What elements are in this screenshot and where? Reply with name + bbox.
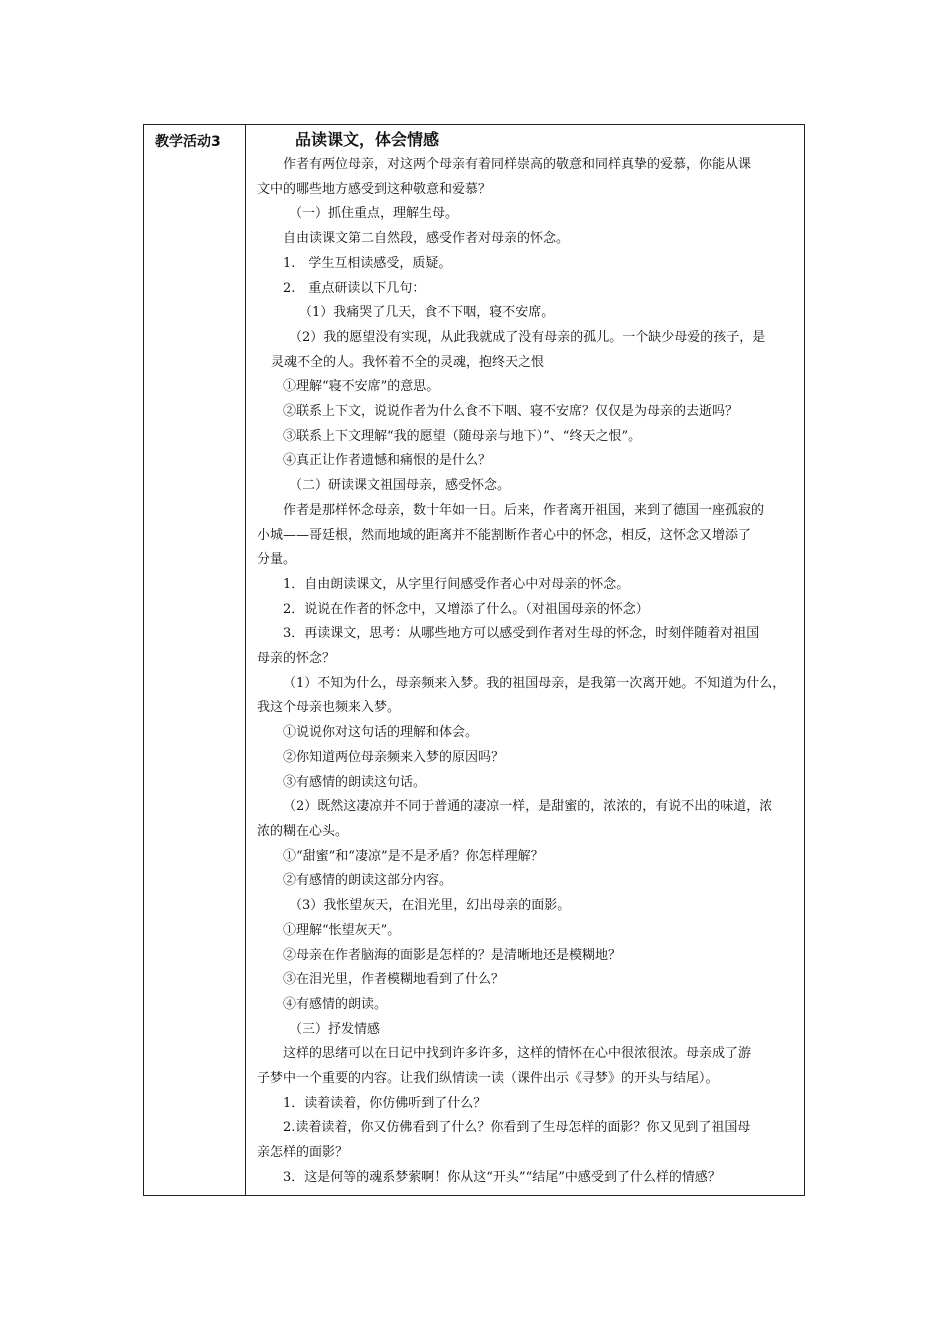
content-line: （2）我的愿望没有实现，从此我就成了没有母亲的孤儿。一个缺少母爱的孩子，是 <box>289 329 766 345</box>
content-line: ③有感情的朗读这句话。 <box>283 774 427 790</box>
lesson-row <box>144 125 805 1196</box>
content-line: 这样的思绪可以在日记中找到许多许多，这样的情怀在心中很浓很浓。母亲成了游 <box>283 1046 752 1062</box>
content-line: ①“甜蜜”和“凄凉”是不是矛盾？你怎样理解？ <box>283 848 544 864</box>
content-line: 浓的糊在心头。 <box>257 823 349 839</box>
content-line: （三）抒发情感 <box>289 1021 381 1037</box>
content-line: 作者有两位母亲，对这两个母亲有着同样崇高的敬意和同样真挚的爱慕，你能从课 <box>283 157 752 172</box>
content-line: 2. 重点研读以下几句： <box>283 280 426 296</box>
content-line: ③联系上下文理解“我的愿望（随母亲与地下）”、“终天之恨”。 <box>283 428 642 444</box>
content-line: 我这个母亲也频来入梦。 <box>257 700 401 716</box>
content-line: 1. 学生互相读感受，质疑。 <box>283 255 452 271</box>
content-line: 1．读着读着，你仿佛听到了什么？ <box>283 1095 487 1111</box>
content-line: 2.读着读着，你又仿佛看到了什么？你看到了生母怎样的面影？你又见到了祖国母 <box>283 1120 751 1136</box>
content-line: ①说说你对这句话的理解和体会。 <box>283 725 479 741</box>
content-line: ④有感情的朗读。 <box>283 996 388 1012</box>
content-line: ①理解“寝不安席”的意思。 <box>283 379 440 395</box>
content-line: （3）我怅望灰天，在泪光里，幻出母亲的面影。 <box>289 898 571 914</box>
content-line: （二）研读课文祖国母亲，感受怀念。 <box>289 478 511 494</box>
content-line: ①理解“怅望灰天”。 <box>283 922 401 938</box>
label-cell <box>144 125 246 1196</box>
content-line: 分量。 <box>257 552 297 568</box>
content-line: ②联系上下文，说说作者为什么食不下咽、寝不安席？仅仅是为母亲的去逝吗？ <box>283 404 739 420</box>
content-line: 灵魂不全的人。我怀着不全的灵魂，抱终天之恨 <box>271 354 545 370</box>
activity-label: 教学活动3 <box>155 134 221 150</box>
content-cell <box>246 125 805 1196</box>
content-line: ②有感情的朗读这部分内容。 <box>283 873 453 889</box>
lesson-table <box>143 124 805 1196</box>
content-line: 3．再读课文，思考：从哪些地方可以感受到作者对生母的怀念，时刻伴随着对祖国 <box>283 626 760 642</box>
content-line: 3．这是何等的魂系梦萦啊！你从这“开头”“结尾”中感受到了什么样的情感？ <box>283 1169 721 1185</box>
content-line: 小城——哥廷根，然而地域的距离并不能割断作者心中的怀念，相反，这怀念又增添了 <box>257 527 752 543</box>
content-line: 母亲的怀念？ <box>257 651 336 667</box>
content-line: 文中的哪些地方感受到这种敬意和爱慕？ <box>257 181 492 197</box>
content-line: 自由读课文第二自然段，感受作者对母亲的怀念。 <box>283 231 570 247</box>
content-line: 亲怎样的面影？ <box>257 1145 349 1161</box>
content-line: 1．自由朗读课文，从字里行间感受作者心中对母亲的怀念。 <box>283 576 630 592</box>
content-line: （一）抓住重点，理解生母。 <box>289 206 459 222</box>
content-line: 作者是那样怀念母亲，数十年如一日。后来，作者离开祖国，来到了德国一座孤寂的 <box>283 502 765 518</box>
content-line: （1）不知为什么，母亲频来入梦。我的祖国母亲，是我第一次离开她。不知道为什么， <box>283 675 786 691</box>
content-line: 2．说说在作者的怀念中，又增添了什么。（对祖国母亲的怀念） <box>283 601 649 617</box>
activity-title: 品读课文，体会情感 <box>295 130 440 149</box>
content-line: ②母亲在作者脑海的面影是怎样的？是清晰地还是模糊地？ <box>283 947 622 963</box>
content-line: （2）既然这凄凉并不同于普通的凄凉一样，是甜蜜的，浓浓的，有说不出的味道，浓 <box>283 799 773 815</box>
activity-content <box>246 125 804 1195</box>
content-line: ③在泪光里，作者模糊地看到了什么？ <box>283 972 505 988</box>
content-line: ④真正让作者遗憾和痛恨的是什么？ <box>283 453 492 469</box>
content-line: 子梦中一个重要的内容。让我们纵情读一读（课件出示《寻梦》的开头与结尾）。 <box>257 1071 719 1087</box>
content-line: （1）我痛哭了几天，食不下咽，寝不安席。 <box>299 305 555 321</box>
content-line: ②你知道两位母亲频来入梦的原因吗？ <box>283 749 505 765</box>
